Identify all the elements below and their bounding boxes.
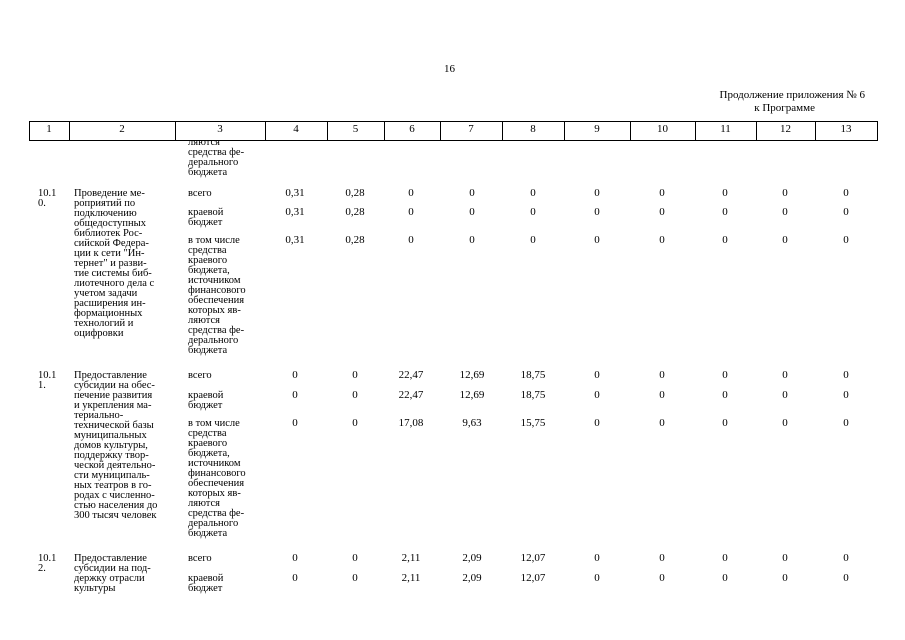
value-cell: 18,75	[520, 369, 546, 381]
value-cell: 0,31	[285, 234, 305, 246]
value-cell: 0	[659, 206, 665, 218]
column-header-cell: 3	[217, 123, 223, 135]
value-cell: 0	[408, 187, 414, 199]
value-cell: 0	[782, 369, 788, 381]
value-cell: 0	[782, 206, 788, 218]
value-cell: 0	[782, 234, 788, 246]
value-cell: 0,31	[285, 187, 305, 199]
value-cell: 0	[594, 206, 600, 218]
value-cell: 0	[782, 572, 788, 584]
value-cell: 0	[594, 369, 600, 381]
value-cell: 0	[530, 206, 536, 218]
value-cell: 12,69	[459, 369, 485, 381]
value-cell: 0	[469, 187, 475, 199]
column-header-cell: 2	[119, 123, 125, 135]
value-cell: 0	[722, 234, 728, 246]
value-cell: 0,28	[345, 234, 365, 246]
column-header-cell: 13	[840, 123, 852, 135]
value-cell: 0	[843, 552, 849, 564]
column-header-cell: 1	[46, 123, 52, 135]
column-header-cell: 6	[409, 123, 415, 135]
value-cell: 0	[659, 234, 665, 246]
value-cell: 0	[659, 389, 665, 401]
value-cell: 0	[843, 234, 849, 246]
funding-source-label: краевой бюджет	[188, 207, 224, 228]
value-cell: 0	[782, 389, 788, 401]
value-cell: 0	[722, 572, 728, 584]
column-header-cell: 5	[352, 123, 359, 135]
value-cell: 0	[843, 572, 849, 584]
funding-source-label: всего	[188, 188, 212, 199]
value-cell: 0	[530, 187, 536, 199]
value-cell: 0	[594, 552, 600, 564]
value-cell: 0,28	[345, 187, 365, 199]
value-cell: 12,07	[520, 552, 546, 564]
value-cell: 2,09	[462, 572, 482, 584]
value-cell: 22,47	[398, 369, 424, 381]
column-header-cell: 8	[530, 123, 536, 135]
value-cell: 0	[843, 417, 849, 429]
row-description: Проведение ме- роприятий по подключению общедоступных библиотек Рос- сийской Федера- ции к сети "Ин- тернет" и разви- тие системы биб- лиотечного дела с учетом задачи расширения ин- формационных технологий и оцифровки	[74, 188, 155, 339]
header-bottom-border	[29, 140, 877, 141]
value-cell: 2,09	[462, 552, 482, 564]
value-cell: 0	[843, 369, 849, 381]
value-cell: 0	[469, 234, 475, 246]
value-cell: 0	[722, 187, 728, 199]
row-number: 10.1 1.	[38, 370, 57, 391]
funding-source-label: всего	[188, 370, 212, 381]
value-cell: 2,11	[401, 552, 421, 564]
header-column-divider	[877, 121, 878, 141]
value-cell: 0	[722, 552, 728, 564]
value-cell: 0	[594, 417, 600, 429]
column-header-cell: 4	[293, 123, 299, 135]
value-cell: 0	[594, 389, 600, 401]
value-cell: 0	[782, 417, 788, 429]
value-cell: 0	[722, 417, 728, 429]
value-cell: 0	[408, 206, 414, 218]
value-cell: 0	[530, 234, 536, 246]
value-cell: 0	[722, 389, 728, 401]
funding-source-label: краевой бюджет	[188, 390, 224, 411]
value-cell: 9,63	[462, 417, 482, 429]
funding-source-label: в том числе средства краевого бюджета, источником финансового обеспечения которых яв- ляются средства фе- дерального бюджета	[188, 235, 246, 356]
column-header-cell: 12	[780, 123, 791, 135]
value-cell: 0	[292, 369, 298, 381]
value-cell: 0	[352, 552, 358, 564]
appendix-note	[640, 89, 865, 115]
column-header-cell: 9	[594, 123, 600, 135]
value-cell: 0	[782, 552, 788, 564]
appendix-line-2: к Программе	[754, 102, 815, 114]
value-cell: 0	[659, 572, 665, 584]
value-cell: 0	[469, 206, 475, 218]
value-cell: 0	[722, 369, 728, 381]
value-cell: 0	[659, 552, 665, 564]
value-cell: 0	[352, 572, 358, 584]
value-cell: 12,69	[459, 389, 485, 401]
value-cell: 0	[352, 369, 358, 381]
value-cell: 0	[843, 389, 849, 401]
value-cell: 2,11	[401, 572, 421, 584]
value-cell: 0	[594, 187, 600, 199]
value-cell: 0	[352, 417, 358, 429]
value-cell: 0	[292, 417, 298, 429]
funding-source-label: краевой бюджет	[188, 573, 224, 594]
value-cell: 0	[292, 389, 298, 401]
value-cell: 0,31	[285, 206, 305, 218]
value-cell: 0	[594, 572, 600, 584]
funding-source-label: в том числе средства краевого бюджета, источником финансового обеспечения которых яв- ляются средства фе- дерального бюджета	[188, 418, 246, 539]
row-number: 10.1 2.	[38, 553, 57, 574]
value-cell: 0	[594, 234, 600, 246]
value-cell: 0	[843, 187, 849, 199]
value-cell: 15,75	[520, 417, 546, 429]
row-description: Предоставление субсидии на обес- печение развития и укрепления ма- териально- технической базы муниципальных домов культуры, поддержку твор- ческой деятельно- сти муниципаль- ных театров в го- родах с численно- стью населения до 300 тысяч человек	[74, 370, 158, 521]
value-cell: 22,47	[398, 389, 424, 401]
column-header-cell: 10	[657, 123, 668, 135]
value-cell: 0	[722, 206, 728, 218]
appendix-line-1: Продолжение приложения № 6	[719, 89, 865, 101]
page-number: 16	[444, 63, 455, 75]
carry-over-text: ляются средства фе- дерального бюджета	[188, 137, 245, 178]
value-cell: 0	[292, 572, 298, 584]
value-cell: 0	[659, 369, 665, 381]
value-cell: 0	[292, 552, 298, 564]
value-cell: 0	[659, 187, 665, 199]
value-cell: 0	[659, 417, 665, 429]
value-cell: 0	[843, 206, 849, 218]
value-cell: 12,07	[520, 572, 546, 584]
funding-source-label: всего	[188, 553, 212, 564]
value-cell: 17,08	[398, 417, 424, 429]
column-header-cell: 7	[468, 123, 474, 135]
row-number: 10.1 0.	[38, 188, 57, 209]
value-cell: 0	[782, 187, 788, 199]
header-top-border	[29, 121, 877, 122]
column-header-cell: 11	[720, 123, 731, 135]
value-cell: 18,75	[520, 389, 546, 401]
value-cell: 0	[408, 234, 414, 246]
value-cell: 0,28	[345, 206, 365, 218]
row-description: Предоставление субсидии на под- держку отрасли культуры	[74, 553, 151, 594]
value-cell: 0	[352, 389, 358, 401]
